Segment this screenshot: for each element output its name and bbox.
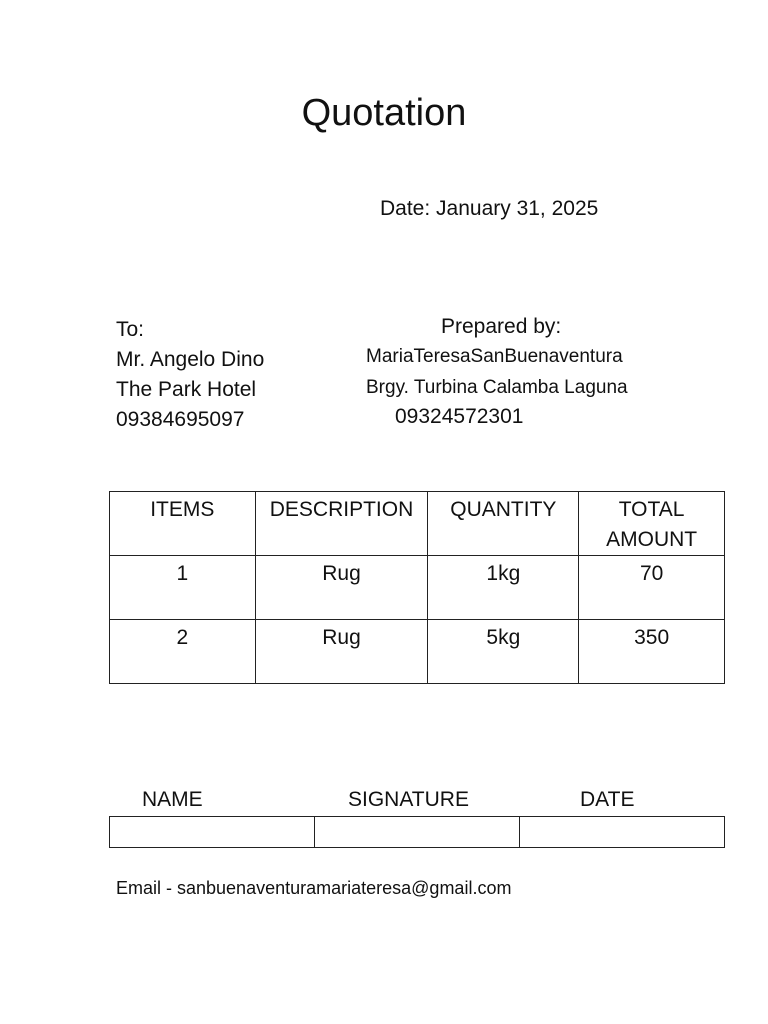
signature-name-label: NAME bbox=[142, 788, 203, 811]
recipient-block bbox=[116, 315, 264, 435]
recipient-heading: To: bbox=[116, 318, 145, 341]
header-quantity: QUANTITY bbox=[428, 492, 579, 556]
email-line: Email - sanbuenaventuramariateresa@gmail.com bbox=[116, 878, 512, 898]
cell-description: Rug bbox=[255, 620, 428, 684]
cell-item-number: 2 bbox=[110, 620, 256, 684]
preparer-address: Brgy. Turbina Calamba Laguna bbox=[366, 377, 628, 398]
quotation-date: Date: January 31, 2025 bbox=[380, 197, 599, 220]
recipient-name: Mr. Angelo Dino bbox=[116, 348, 265, 371]
preparer-phone: 09324572301 bbox=[395, 405, 524, 428]
header-description: DESCRIPTION bbox=[255, 492, 428, 556]
cell-total-amount: 350 bbox=[579, 620, 725, 684]
cell-quantity: 5kg bbox=[428, 620, 579, 684]
document-title: Quotation bbox=[301, 92, 467, 134]
items-table bbox=[109, 491, 725, 684]
name-field[interactable] bbox=[110, 817, 315, 847]
cell-quantity: 1kg bbox=[428, 556, 579, 620]
header-total-amount: TOTAL AMOUNT bbox=[579, 492, 725, 556]
cell-description: Rug bbox=[255, 556, 428, 620]
signature-signature-label: SIGNATURE bbox=[348, 788, 469, 811]
preparer-name: MariaTeresaSanBuenaventura bbox=[366, 346, 623, 367]
signature-row bbox=[109, 816, 725, 848]
preparer-heading: Prepared by: bbox=[441, 315, 562, 338]
table-row bbox=[110, 556, 725, 620]
recipient-phone: 09384695097 bbox=[116, 408, 245, 431]
signature-date-label: DATE bbox=[580, 788, 635, 811]
cell-total-amount: 70 bbox=[579, 556, 725, 620]
table-row bbox=[110, 620, 725, 684]
table-header-row bbox=[110, 492, 725, 556]
header-items: ITEMS bbox=[110, 492, 256, 556]
signature-field[interactable] bbox=[315, 817, 520, 847]
date-field[interactable] bbox=[520, 817, 724, 847]
cell-item-number: 1 bbox=[110, 556, 256, 620]
recipient-company: The Park Hotel bbox=[116, 378, 257, 401]
